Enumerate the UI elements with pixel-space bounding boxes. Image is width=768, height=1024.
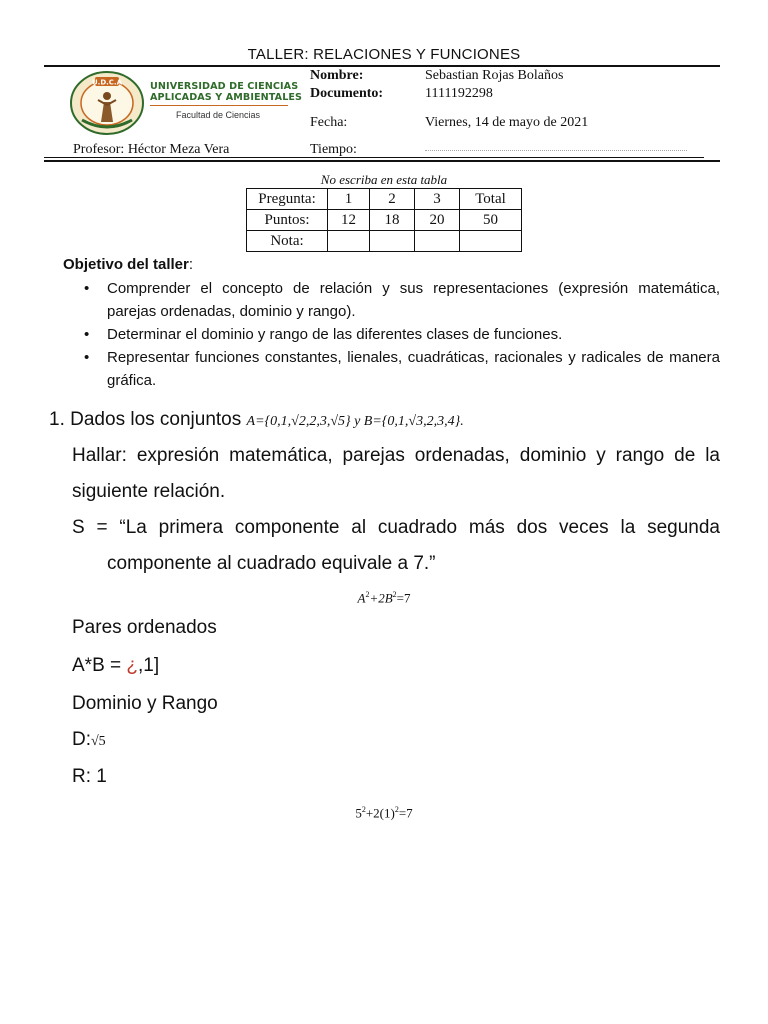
table-cell: 20 (415, 210, 460, 231)
name-label: Nombre: (310, 68, 364, 83)
header-inner-rule (44, 157, 704, 158)
university-seal-logo (68, 70, 146, 136)
table-cell: 2 (370, 189, 415, 210)
table-row (247, 231, 522, 252)
faculty-name: Facultad de Ciencias (176, 110, 261, 120)
relation-statement: S = “La primera componente al cuadrado más dos veces la segunda componente al cuadrado equivale a 7.” (72, 517, 720, 574)
objectives-list (84, 277, 720, 392)
table-cell: 50 (460, 210, 522, 231)
table-row (247, 189, 522, 210)
list-item: • Comprender el concepto de relación y sus representaciones (expresión matemática, parejas ordenadas, dominio y rango). (84, 277, 720, 323)
table-cell: 18 (370, 210, 415, 231)
table-cell: Total (460, 189, 522, 210)
list-item: • Determinar el dominio y rango de las diferentes clases de funciones. (84, 323, 720, 346)
time-blank-line (425, 150, 687, 151)
table-cell (328, 231, 370, 252)
domain-line: D:√5 (72, 729, 106, 750)
table-cell (415, 231, 460, 252)
table-cell: Nota: (247, 231, 328, 252)
score-table-caption: No escriba en esta tabla (320, 172, 448, 187)
professor-name: Profesor: Héctor Meza Vera (73, 142, 230, 157)
table-cell (370, 231, 415, 252)
name-value: Sebastian Rojas Bolaños (425, 68, 564, 83)
date-label: Fecha: (310, 115, 348, 130)
table-cell: 1 (328, 189, 370, 210)
document-label: Documento: (310, 86, 384, 101)
objectives-heading: Objetivo del taller: (63, 256, 194, 273)
exercise-intro: 1. Dados los conjuntos A={0,1,√2,2,3,√5} y B={0,1,√3,2,3,4}. (49, 409, 464, 430)
table-cell: 12 (328, 210, 370, 231)
exercise-task: Hallar: expresión matemática, parejas ordenadas, dominio y rango de la siguiente relación. (72, 445, 720, 502)
bullet-icon: • (84, 280, 90, 297)
cartesian-product: A*B = ¿,1] (72, 655, 160, 676)
table-cell: Pregunta: (247, 189, 328, 210)
table-cell: 3 (415, 189, 460, 210)
table-cell (460, 231, 522, 252)
sets-expression: A={0,1,√2,2,3,√5} y B={0,1,√3,2,3,4}. (246, 414, 464, 429)
check-equation: $5^2+2(1)^2=7$ (355, 805, 413, 821)
range-line: R: 1 (72, 766, 107, 787)
score-table (246, 188, 522, 252)
table-cell: Puntos: (247, 210, 328, 231)
relation-equation: $A^2+2B^2=7$ (357, 590, 411, 606)
pairs-label: Pares ordenados (72, 617, 217, 638)
list-item: • Representar funciones constantes, lienales, cuadráticas, racionales y radicales de manera gráfica. (84, 346, 720, 392)
header-top-rule (44, 65, 720, 67)
university-name-underline (150, 105, 288, 106)
time-label: Tiempo: (310, 142, 357, 157)
document-value: 1111192298 (425, 86, 493, 101)
document-title: TALLER: RELACIONES Y FUNCIONES (247, 46, 521, 63)
header-bottom-rule (44, 160, 720, 162)
date-value: Viernes, 14 de mayo de 2021 (425, 115, 589, 130)
svg-text:U.D.C.A: U.D.C.A (91, 78, 123, 87)
table-row (247, 210, 522, 231)
bullet-icon: • (84, 349, 90, 366)
university-name: UNIVERSIDAD DE CIENCIAS APLICADAS Y AMBIENTALES (150, 81, 303, 103)
bullet-icon: • (84, 326, 90, 343)
domain-range-label: Dominio y Rango (72, 693, 218, 714)
